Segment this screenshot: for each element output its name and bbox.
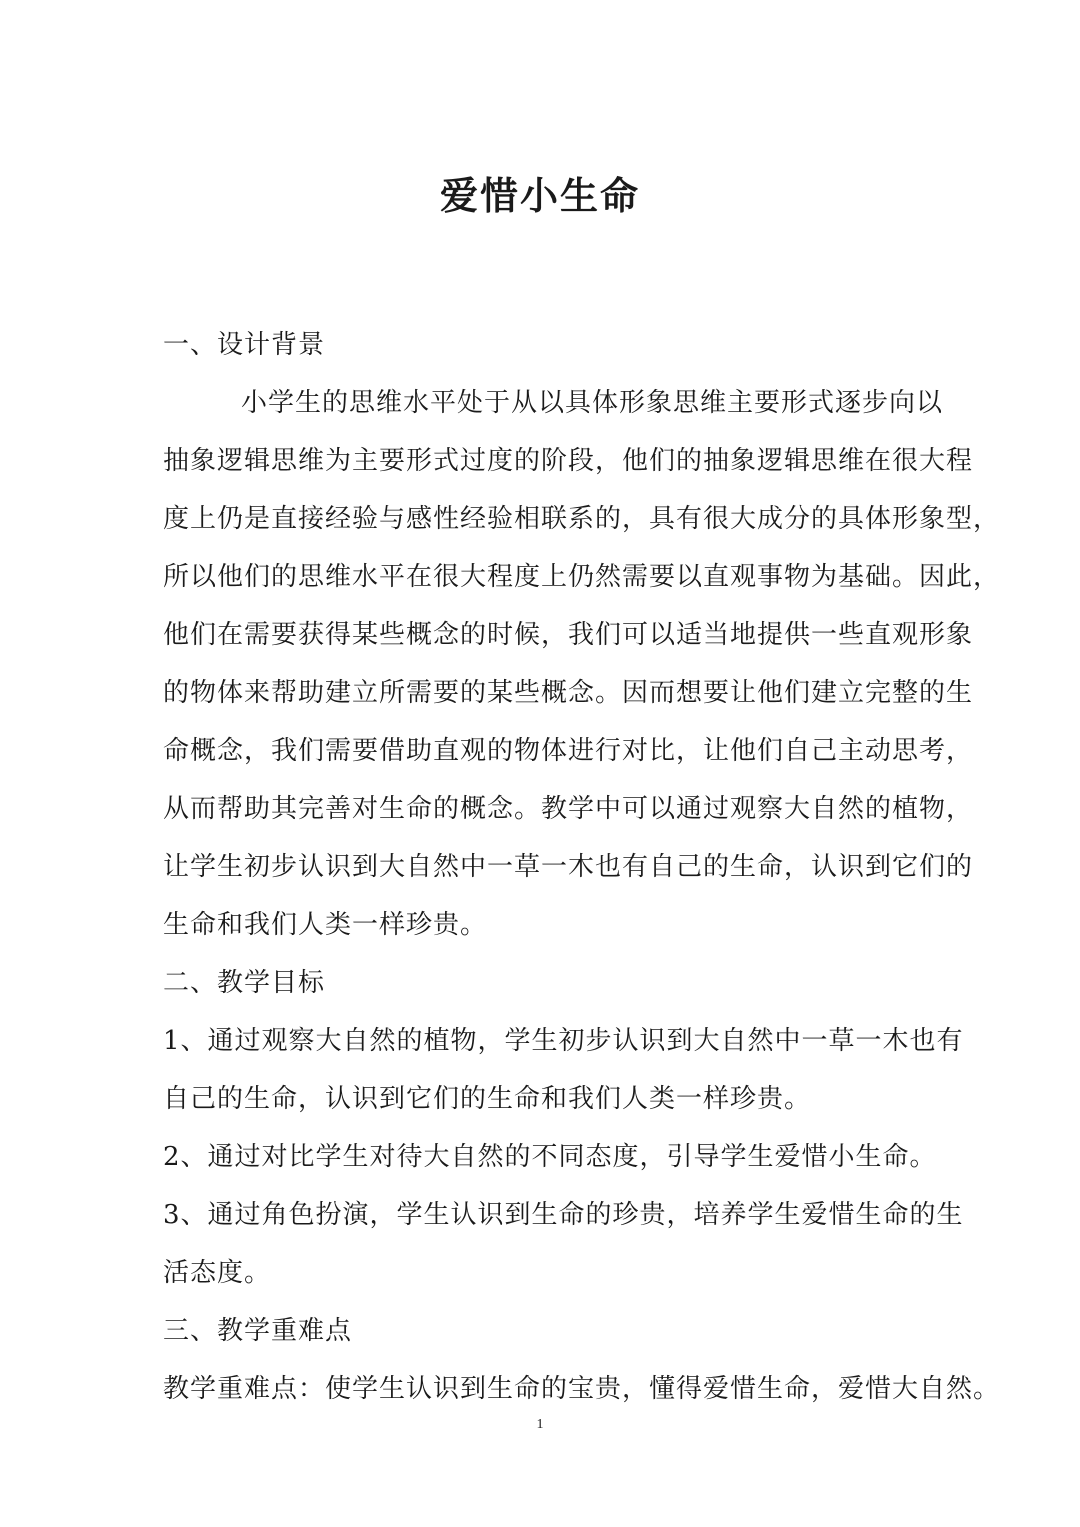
- paragraph-line: 小学生的思维水平处于从以具体形象思维主要形式逐步向以: [241, 388, 944, 418]
- paragraph-line: 让学生初步认识到大自然中一草一木也有自己的生命，认识到它们的: [163, 852, 974, 882]
- paragraph-line: 生命和我们人类一样珍贵。: [163, 910, 488, 940]
- section-heading-key-difficulties: 三、教学重难点: [163, 1316, 353, 1346]
- paragraph-line: 的物体来帮助建立所需要的某些概念。因而想要让他们建立完整的生: [163, 678, 974, 708]
- page-number: 1: [536, 1417, 544, 1432]
- section-heading-design-background: 一、设计背景: [163, 330, 326, 360]
- goal-item-line: 3、通过角色扮演，学生认识到生命的珍贵，培养学生爱惜生命的生: [163, 1200, 964, 1230]
- document-body: [163, 316, 1001, 1418]
- paragraph-line: 教学重难点：使学生认识到生命的宝贵，懂得爱惜生命，爱惜大自然。: [163, 1374, 1001, 1404]
- paragraph-line: 命概念，我们需要借助直观的物体进行对比，让他们自己主动思考，: [163, 736, 974, 766]
- paragraph-line: 抽象逻辑思维为主要形式过度的阶段，他们的抽象逻辑思维在很大程: [163, 446, 974, 476]
- document-title: 爱惜小生命: [439, 173, 640, 218]
- paragraph-line: 度上仍是直接经验与感性经验相联系的，具有很大成分的具体形象型，: [163, 504, 1001, 534]
- paragraph-line: 所以他们的思维水平在很大程度上仍然需要以直观事物为基础。因此，: [163, 562, 1001, 592]
- goal-item-line: 2、通过对比学生对待大自然的不同态度，引导学生爱惜小生命。: [163, 1142, 937, 1172]
- goal-item-line: 活态度。: [163, 1258, 272, 1288]
- paragraph-line: 从而帮助其完善对生命的概念。教学中可以通过观察大自然的植物，: [163, 794, 974, 824]
- paragraph-line: 他们在需要获得某些概念的时候，我们可以适当地提供一些直观形象: [163, 620, 974, 650]
- section-heading-teaching-goals: 二、教学目标: [163, 968, 326, 998]
- goal-item-line: 自己的生命，认识到它们的生命和我们人类一样珍贵。: [163, 1084, 812, 1114]
- goal-item-line: 1、通过观察大自然的植物，学生初步认识到大自然中一草一木也有: [163, 1026, 964, 1056]
